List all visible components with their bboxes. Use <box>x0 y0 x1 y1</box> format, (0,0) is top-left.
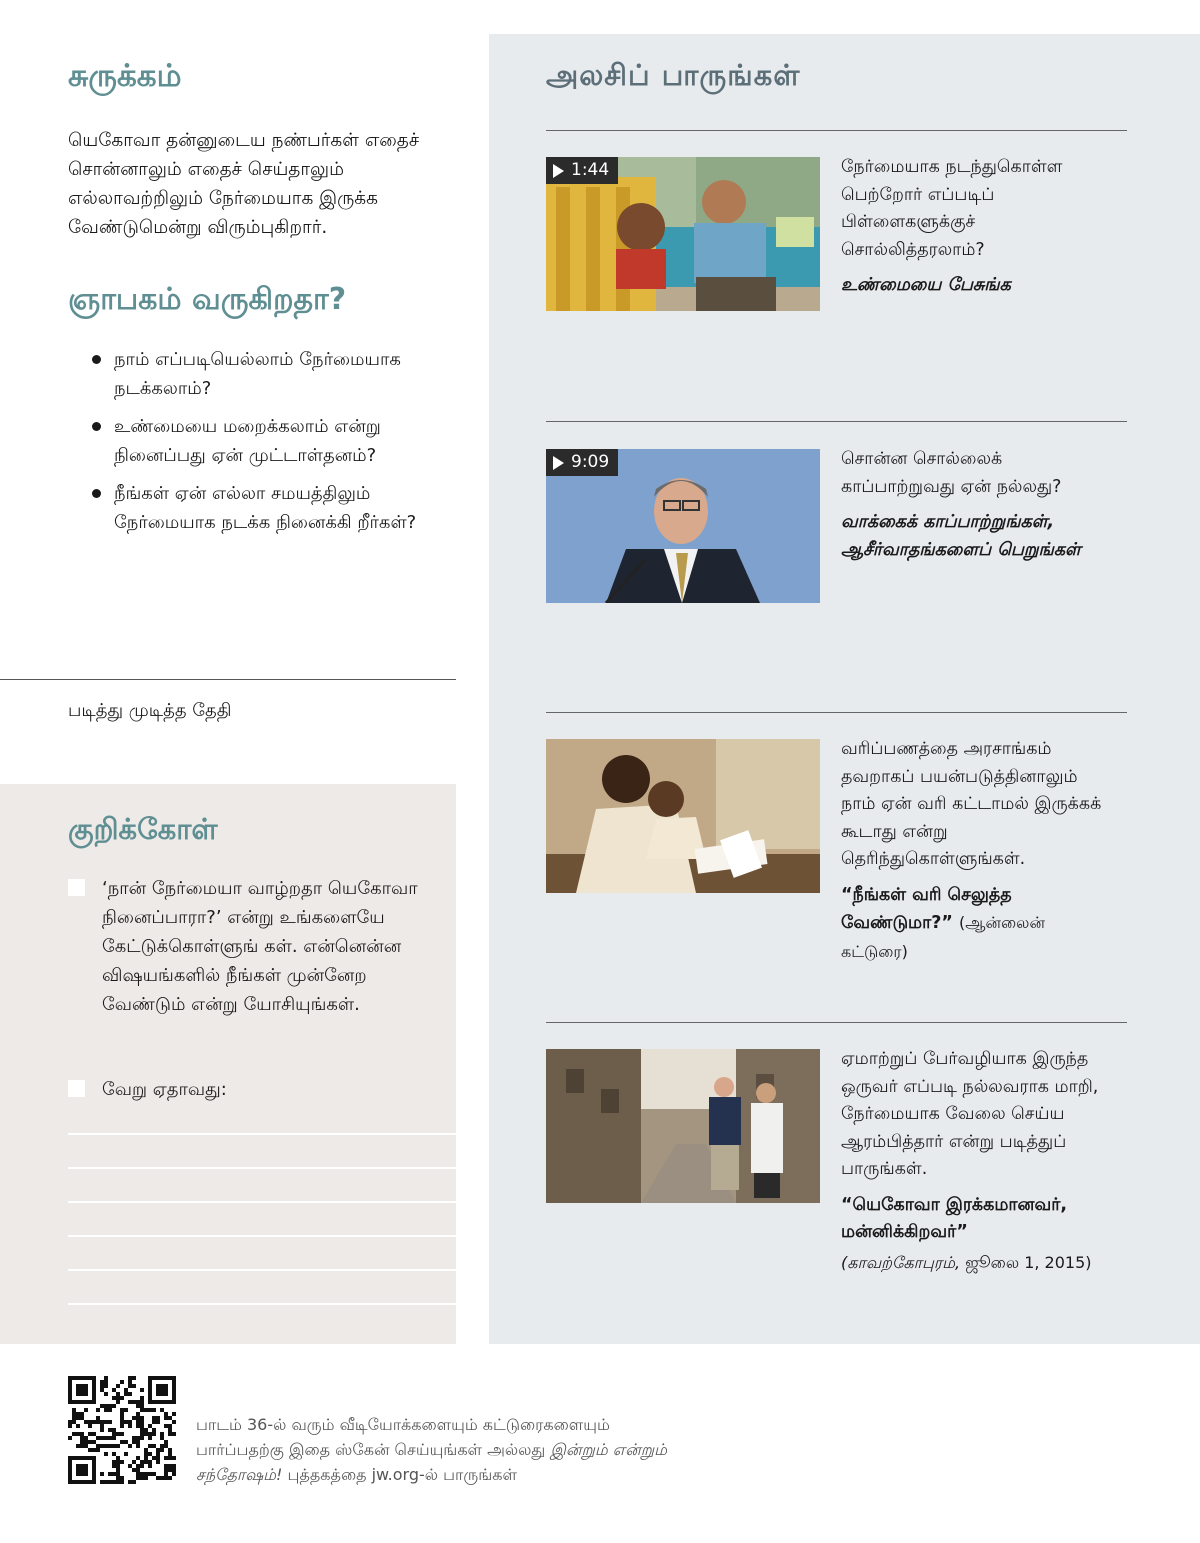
list-item: நாம் எப்படியெல்லாம் நேர்மையாக நடக்கலாம்? <box>92 345 462 403</box>
play-icon <box>553 456 564 470</box>
divider <box>546 1022 1127 1023</box>
explore-title: அலசிப் பாருங்கள் <box>546 58 801 92</box>
video-item-text <box>841 446 1116 564</box>
footer-text-a: பாடம் 36-ல் வரும் வீடியோக்களையும் கட்டுரைகளையும் பார்ப்பதற்கு இதை ஸ்கேன் செய்யுங்கள் அல்லது <box>196 1415 610 1459</box>
footer-text <box>196 1412 696 1487</box>
video-item-text <box>841 154 1116 300</box>
play-icon <box>553 164 564 178</box>
article-image-taxes[interactable] <box>546 739 820 893</box>
video-title-link[interactable]: வாக்கைக் காப்பாற்றுங்கள், ஆசீர்வாதங்களைப் பெறுங்கள் <box>841 512 1081 560</box>
goal-checkbox[interactable] <box>68 879 85 896</box>
article-image-mercy[interactable] <box>546 1049 820 1203</box>
recall-list <box>92 345 462 546</box>
article-title-link[interactable]: “நீங்கள் வரி செலுத்த வேண்டுமா?” <box>841 884 1012 933</box>
article-source-italic: (காவற்கோபுரம், <box>841 1252 961 1272</box>
list-item: உண்மையை மறைக்கலாம் என்று நினைப்பது ஏன் முட்டாள்தனம்? <box>92 412 462 470</box>
summary-title: சுருக்கம் <box>68 58 182 94</box>
article-source <box>841 1249 1116 1277</box>
video-duration-badge <box>546 157 618 184</box>
summary-text: யெகோவா தன்னுடைய நண்பர்கள் எதைச் சொன்னாலும் எதைச் செய்தாலும் எல்லாவற்றிலும் நேர்மையாக இருக்க வேண்டுமென்று விரும்புகிறார். <box>68 130 420 238</box>
video-title-link[interactable]: உண்மையை பேசுங்க <box>841 275 1011 295</box>
goal-item-other <box>68 1075 423 1104</box>
article-question: வரிப்பணத்தை அரசாங்கம் தவறாகப் பயன்படுத்தினாலும் நாம் ஏன் வரி கட்டாமல் இருக்கக் கூடாது என்று தெரிந்துகொள்ளுங்கள். <box>841 739 1102 869</box>
footer-book-title: இன்றும் என்றும் சந்தோஷம்! <box>196 1440 668 1484</box>
article-item-text <box>841 1046 1116 1276</box>
qr-code[interactable] <box>68 1376 176 1484</box>
article-item-text <box>841 736 1116 966</box>
recall-title: ஞாபகம் வருகிறதா? <box>68 282 347 317</box>
date-completed-label: படித்து முடித்த தேதி <box>68 700 232 721</box>
video-question: சொன்ன சொல்லைக் காப்பாற்றுவது ஏன் நல்லது? <box>841 449 1062 497</box>
article-source-rest: ஜூலை 1, 2015) <box>960 1252 1092 1272</box>
goal-item-honesty <box>68 874 423 1019</box>
footer-text-b: புத்தகத்தை jw.org-ல் பாருங்கள் <box>282 1465 517 1484</box>
writing-line[interactable] <box>68 1303 456 1305</box>
article-source: (ஆன்லைன் கட்டுரை) <box>841 913 1045 961</box>
divider <box>546 130 1127 131</box>
video-duration: 9:09 <box>571 452 610 472</box>
video-question: நேர்மையாக நடந்துகொள்ள பெற்றோர் எப்படிப் பிள்ளைகளுக்குச் சொல்லித்தரலாம்? <box>841 157 1063 260</box>
goal-box <box>0 784 456 1344</box>
list-item: நீங்கள் ஏன் எல்லா சமயத்திலும் நேர்மையாக நடக்க நினைக்கி றீர்கள்? <box>92 479 462 537</box>
video-duration-badge <box>546 449 618 476</box>
article-title <box>841 882 1116 967</box>
video-duration: 1:44 <box>571 160 610 180</box>
writing-line[interactable] <box>68 1133 456 1135</box>
article-title-link[interactable]: “யெகோவா இரக்கமானவர், மன்னிக்கிறவர்” <box>841 1194 1068 1242</box>
goal-title: குறிக்கோள் <box>68 812 218 846</box>
goal-item-text: வேறு ஏதாவது: <box>102 1079 227 1100</box>
goal-checkbox[interactable] <box>68 1080 85 1097</box>
writing-line[interactable] <box>68 1269 456 1271</box>
divider <box>546 421 1127 422</box>
writing-line[interactable] <box>68 1201 456 1203</box>
writing-line[interactable] <box>68 1235 456 1237</box>
writing-line[interactable] <box>68 1167 456 1169</box>
video-thumbnail-promises[interactable] <box>546 449 820 603</box>
video-thumbnail-honesty[interactable] <box>546 157 820 311</box>
divider <box>546 712 1127 713</box>
divider <box>0 679 456 680</box>
goal-item-text: ‘நான் நேர்மையா வாழ்றதா யெகோவா நினைப்பாரா?’ என்று உங்களையே கேட்டுக்கொள்ளுங் கள். என்னென்ன விஷயங்களில் நீங்கள் முன்னேற வேண்டும் என்று யோசியுங்கள். <box>102 878 418 1015</box>
article-question: ஏமாற்றுப் பேர்வழியாக இருந்த ஒருவர் எப்படி நல்லவராக மாறி, நேர்மையாக வேலை செய்ய ஆரம்பித்தார் என்று படித்துப் பாருங்கள். <box>841 1049 1099 1179</box>
